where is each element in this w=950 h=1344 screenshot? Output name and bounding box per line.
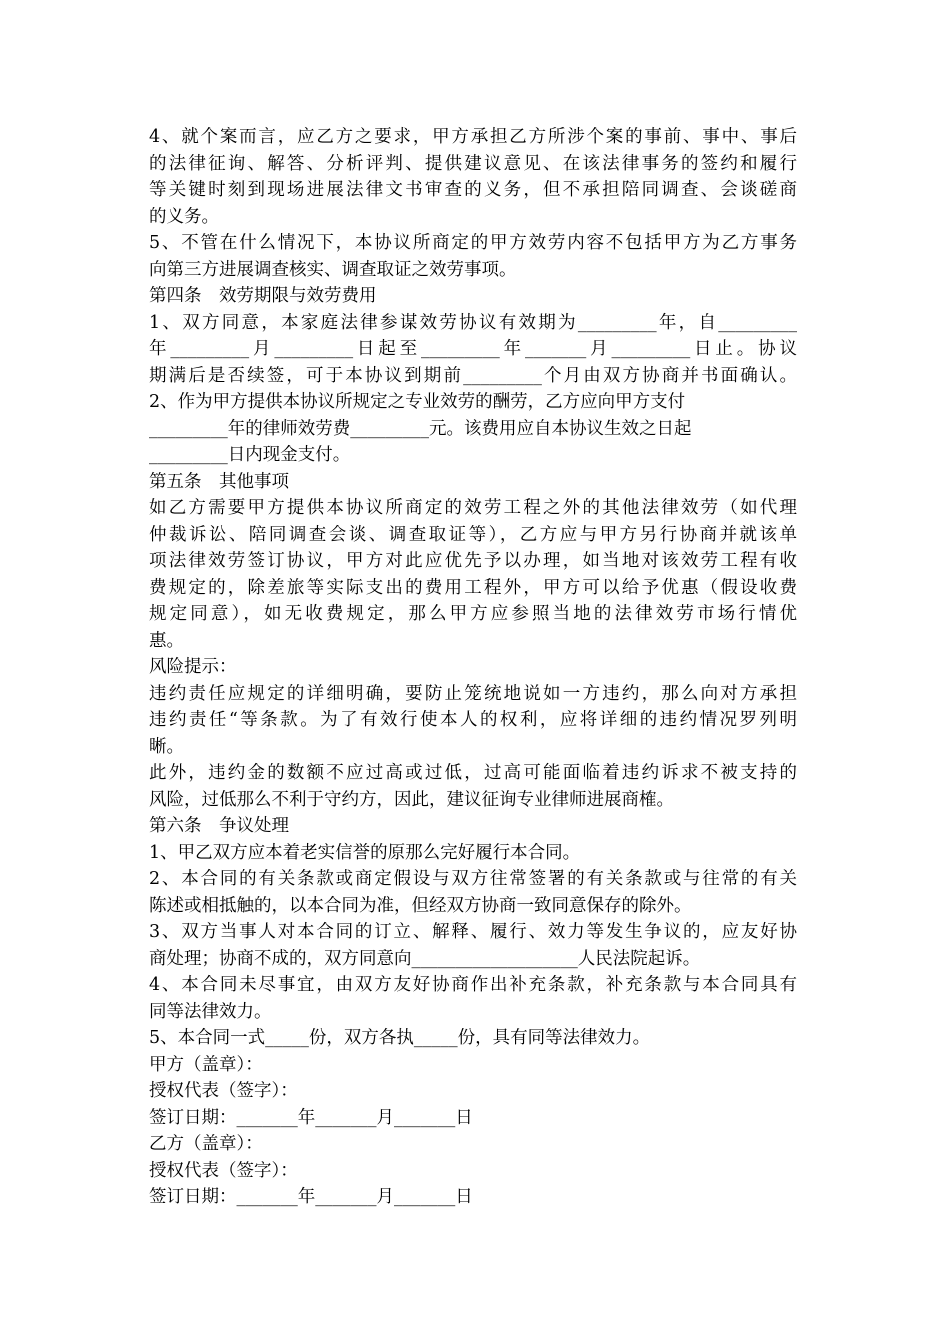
text-line: _________年的律师效劳费_________元。该费用应自本协议生效之日起 (149, 418, 692, 439)
text-line: 费规定的，除差旅等实际支出的费用工程外，甲方可以给予优惠（假设收费 (149, 577, 797, 598)
text-line: 项法律效劳签订协议，甲方对此应优先予以办理，如当地对该效劳工程有收 (149, 551, 797, 571)
text-line: 惠。 (149, 630, 184, 651)
text-line: _________日内现金支付。 (149, 445, 351, 465)
text-line: 等关键时刻到现场进展法律文书审查的义务，但不承担陪同调查、会谈磋商 (149, 180, 797, 200)
section-heading: 第六条 争议处理 (149, 816, 289, 836)
text-line: 年_________月_________日起至_________年_______月_________日止。协议 (149, 339, 797, 359)
text-line: 的义务。 (149, 206, 219, 227)
text-line: 仲裁诉讼、陪同调查会谈、调查取证等），乙方应与甲方另行协商并就该单 (149, 524, 797, 545)
party-a-seal: 甲方（盖章）： (149, 1054, 263, 1075)
party-a-representative: 授权代表（签字）： (149, 1081, 298, 1101)
text-line: 4、就个案而言，应乙方之要求，甲方承担乙方所涉个案的事前、事中、事后 (149, 127, 797, 147)
text-line: 2、作为甲方提供本协议所规定之专业效劳的酬劳，乙方应向甲方支付 (149, 392, 686, 412)
text-line: 商处理；协商不成的，双方同意向___________________人民法院起诉。 (149, 948, 701, 969)
text-line: 陈述或相抵触的，以本合同为准，但经双方协商一致同意保存的除外。 (149, 895, 692, 916)
text-line: 期满后是否续签，可于本协议到期前_________个月由双方协商并书面确认。 (149, 365, 797, 386)
text-line: 违约责任“等条款。为了有效行使本人的权利，应将详细的违约情况罗列明 (149, 710, 797, 730)
risk-heading: 风险提示： (149, 657, 237, 677)
text-line: 2、本合同的有关条款或商定假设与双方往常签署的有关条款或与往常的有关 (149, 869, 797, 889)
text-line: 晰。 (149, 736, 184, 757)
party-b-seal: 乙方（盖章）： (149, 1134, 263, 1154)
party-b-representative: 授权代表（签字）： (149, 1160, 298, 1181)
section-heading: 第四条 效劳期限与效劳费用 (149, 286, 377, 306)
text-line: 1、甲乙双方应本着老实信誉的原那么完好履行本合同。 (149, 842, 581, 863)
text-line: 的法律征询、解答、分析评判、提供建议意见、在该法律事务的签约和履行 (149, 153, 797, 174)
text-line: 3、双方当事人对本合同的订立、解释、履行、效力等发生争议的，应友好协 (149, 922, 797, 942)
party-a-sign-date: 签订日期：_______年_______月_______日 (149, 1107, 473, 1128)
text-line: 1、双方同意，本家庭法律参谋效劳协议有效期为_________年，自_________ (149, 312, 797, 333)
text-line: 向第三方进展调查核实、调查取证之效劳事项。 (149, 259, 517, 280)
text-line: 规定同意），如无收费规定，那么甲方应参照当地的法律效劳市场行情优 (149, 604, 797, 624)
text-line: 5、本合同一式_____份，双方各执_____份，具有同等法律效力。 (149, 1028, 651, 1048)
text-line: 此外，违约金的数额不应过高或过低，过高可能面临着违约诉求不被支持的 (149, 763, 797, 783)
text-line: 风险，过低那么不利于守约方，因此，建议征询专业律师进展商榷。 (149, 789, 674, 810)
text-line: 违约责任应规定的详细明确，要防止笼统地说如一方违约，那么向对方承担 (149, 683, 797, 704)
text-line: 4、本合同未尽事宜，由双方友好协商作出补充条款，补充条款与本合同具有 (149, 975, 797, 995)
text-line: 5、不管在什么情况下，本协议所商定的甲方效劳内容不包括甲方为乙方事务 (149, 233, 797, 253)
text-line: 如乙方需要甲方提供本协议所商定的效劳工程之外的其他法律效劳（如代理 (149, 498, 797, 518)
document-page (149, 124, 797, 1211)
party-b-sign-date: 签订日期：_______年_______月_______日 (149, 1187, 473, 1207)
section-heading: 第五条 其他事项 (149, 471, 289, 492)
text-line: 同等法律效力。 (149, 1001, 272, 1022)
